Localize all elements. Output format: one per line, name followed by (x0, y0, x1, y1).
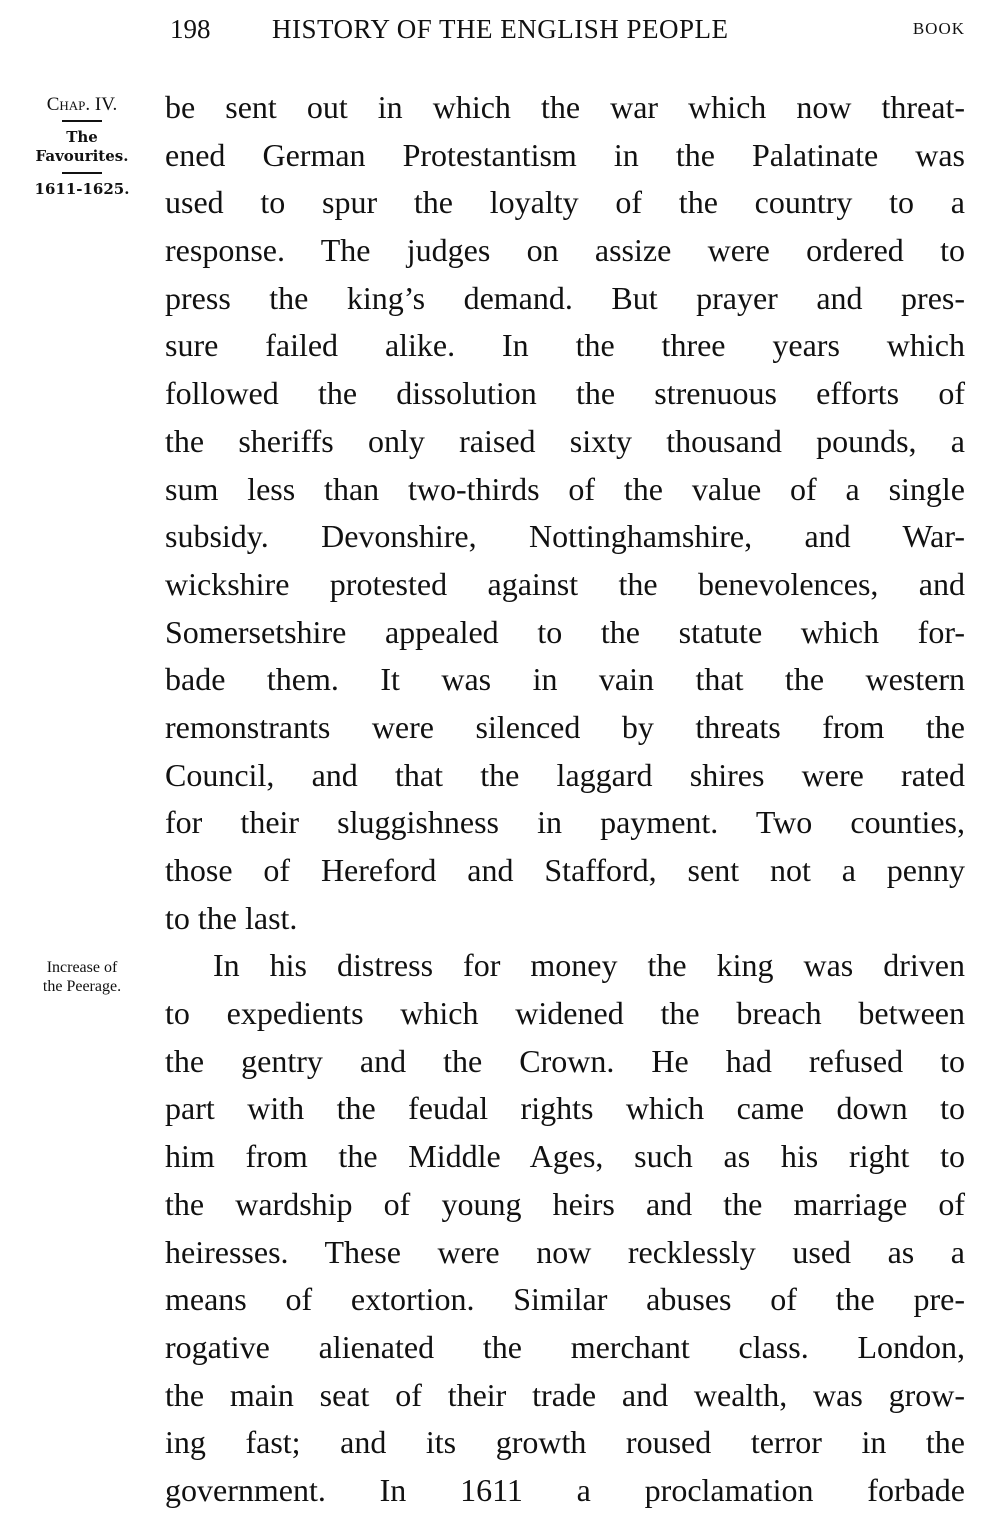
text-line: ing fast; and its growth roused terror in the (165, 1424, 965, 1461)
text-line: press the king’s demand. But prayer and pres- (165, 279, 965, 316)
text-line: wickshire protested against the benevolences, and (165, 565, 965, 602)
running-header (170, 14, 965, 54)
text-line: Council, and that the laggard shires were rated (165, 756, 965, 793)
text-line: to expedients which widened the breach between (165, 995, 965, 1032)
text-line: to the last. (165, 899, 298, 936)
text-line: used to spur the loyalty of the country to a (165, 184, 965, 221)
text-line: government. In 1611 a proclamation forbade (165, 1471, 965, 1508)
chapter-label: Chap. IV. (46, 94, 118, 115)
text-line: heiresses. These were now recklessly used as a (165, 1233, 965, 1270)
peerage-sidenote (8, 958, 156, 996)
running-title: HISTORY OF THE ENGLISH PEOPLE (272, 14, 729, 44)
text-line: response. The judges on assize were ordered to (165, 232, 965, 269)
chapter-sidenote (22, 95, 142, 199)
text-line: be sent out in which the war which now threat- (165, 89, 965, 125)
text-line: remonstrants were silenced by threats from the (165, 708, 965, 745)
section-title-line2: Favourites. (35, 147, 129, 165)
section-dates: 1611-1625. (34, 180, 130, 198)
text-line: followed the dissolution the strenuous efforts of (165, 375, 965, 412)
divider (62, 172, 102, 174)
text-line: those of Hereford and Stafford, sent not a penny (165, 852, 965, 888)
text-line: the main seat of their trade and wealth, was grow- (165, 1376, 965, 1413)
text-line: subsidy. Devonshire, Nottinghamshire, and War- (165, 518, 965, 555)
text-line: the gentry and the Crown. He had refused to (165, 1042, 965, 1079)
text-line: the wardship of young heirs and the marriage of (165, 1185, 965, 1222)
text-line: part with the feudal rights which came down to (165, 1090, 965, 1127)
book-label: BOOK (912, 19, 965, 38)
text-line: Somersetshire appealed to the statute which for- (165, 613, 965, 650)
section-title-line1: The (66, 128, 98, 146)
text-line: In his distress for money the king was driven (213, 947, 965, 984)
text-line: means of extortion. Similar abuses of the pre- (165, 1281, 965, 1318)
body-text (165, 84, 965, 1515)
text-line: rogative alienated the merchant class. London, (165, 1328, 965, 1365)
sidenote-line1: Increase of (46, 959, 118, 976)
text-line: sure failed alike. In the three years which (165, 327, 965, 364)
text-line: sum less than two-thirds of the value of a single (165, 470, 965, 507)
sidenote-line2: the Peerage. (42, 978, 122, 995)
text-line: him from the Middle Ages, such as his right to (165, 1138, 965, 1175)
divider (62, 120, 102, 122)
text-line: ened German Protestantism in the Palatinate was (165, 136, 965, 173)
text-line: bade them. It was in vain that the western (165, 661, 965, 698)
page-number: 198 (170, 14, 211, 44)
text-line: for their sluggishness in payment. Two counties, (165, 804, 965, 841)
text-line: the sheriffs only raised sixty thousand pounds, a (165, 422, 965, 459)
